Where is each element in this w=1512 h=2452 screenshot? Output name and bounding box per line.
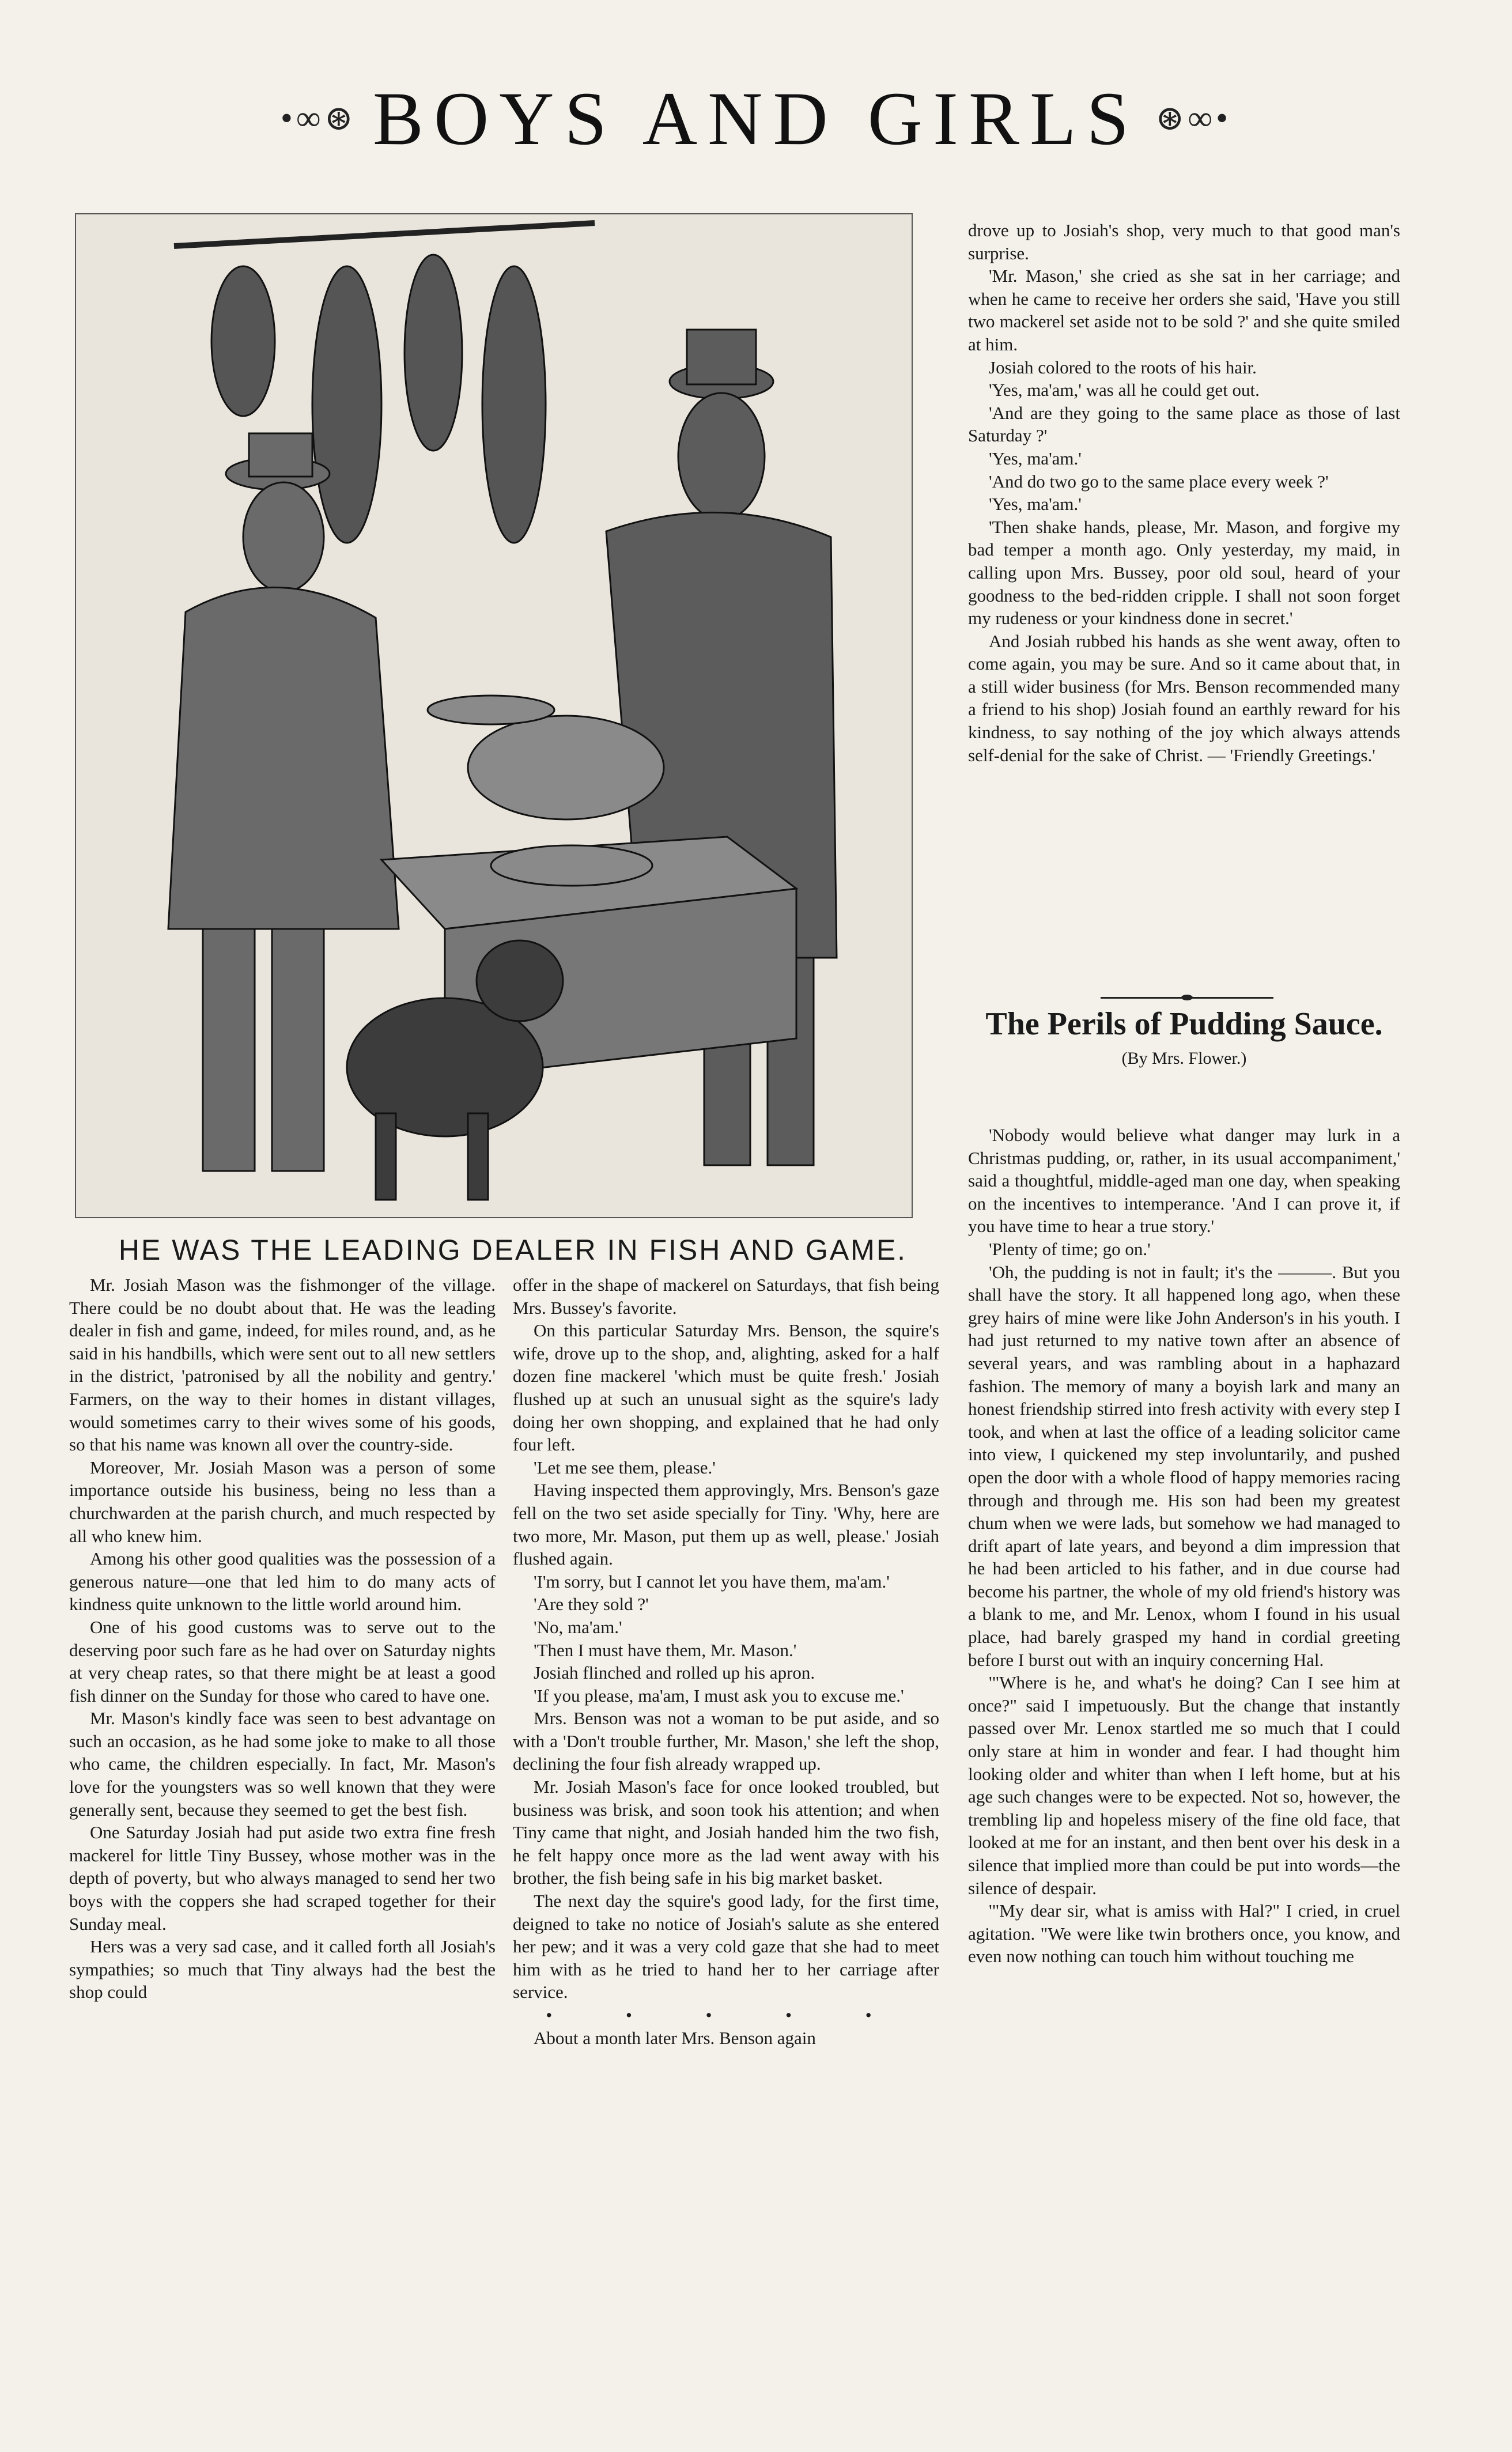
paragraph: 'Yes, ma'am.' bbox=[989, 494, 1082, 515]
paragraph: '"Where is he, and what's he doing? Can I see him at once?" said I impetuously. But the change that instantly passed over Mr. Lenox startled me so much that I could only stare at him in wonder and fear. I had thought him looking older and whiter than when I left home, but at his age such changes were to be expected. Not so, however, the trembling lip and hopeless misery of the fine old face, that looked at me for an instant, and then bent over his desk in a silence that implied more than could be put into words—the silence of despair. bbox=[968, 1672, 1400, 1898]
paragraph: 'Plenty of time; go on.' bbox=[989, 1238, 1151, 1259]
paragraph: 'Are they sold ?' bbox=[534, 1594, 649, 1615]
paragraph: 'If you please, ma'am, I must ask you to excuse me.' bbox=[534, 1685, 904, 1706]
divider-rule bbox=[1101, 997, 1273, 999]
paragraph: 'Yes, ma'am,' was all he could get out. bbox=[989, 380, 1260, 401]
article-title: The Perils of Pudding Sauce. bbox=[985, 1006, 1383, 1042]
paragraph: Mrs. Benson was not a woman to be put aside, and so with a 'Don't trouble further, Mr. Mason,' she left the shop, declining the four fish already wrapped up. bbox=[513, 1708, 939, 1774]
paragraph: drove up to Josiah's shop, very much to that good man's surprise. bbox=[968, 220, 1400, 263]
illustration-caption: HE WAS THE LEADING DEALER IN FISH AND GAME. bbox=[118, 1234, 908, 1266]
section-break: • • • • • bbox=[546, 2005, 906, 2025]
paragraph: 'No, ma'am.' bbox=[534, 1616, 622, 1637]
paragraph: One Saturday Josiah had put aside two extra fine fresh mackerel for little Tiny Bussey, whose mother was in the depth of poverty, but who always managed to send her two boys with the coppers she had scraped together for their Sunday meal. bbox=[69, 1822, 496, 1934]
paragraph: Josiah colored to the roots of his hair. bbox=[989, 357, 1257, 377]
paragraph: Mr. Mason's kindly face was seen to best advantage on such an occasion, as he had some joke to make to all those who came, the children especially. In fact, Mr. Mason's love for the youngsters was so well known that they were generally sent, because they seemed to get the best fish. bbox=[69, 1708, 496, 1820]
paragraph: Having inspected them approvingly, Mrs. Benson's gaze fell on the two set aside specially for Tiny. 'Why, here are two more, Mr. Mason, put them up as well, please.' Josiah flushed again. bbox=[513, 1480, 939, 1569]
story-column-3 bbox=[968, 219, 1400, 988]
masthead bbox=[0, 75, 1512, 161]
paragraph: 'And do two go to the same place every week ?' bbox=[989, 471, 1329, 492]
paragraph: 'Nobody would believe what danger may lurk in a Christmas pudding, or, rather, in its usual accompaniment,' said a thoughtful, middle-aged man one day, when speaking on the incentives to intemperance. 'And I can prove it, if you have time to hear a true story.' bbox=[968, 1125, 1400, 1237]
ornament-left-icon: •∞⊛ bbox=[280, 99, 357, 137]
paragraph: Mr. Josiah Mason's face for once looked troubled, but business was brisk, and soon took his attention; and when Tiny came that night, and Josiah handed him the two fish, he felt happy once more as the lad went away with his brother, the fish being safe in his big market basket. bbox=[513, 1777, 939, 1888]
paragraph: 'I'm sorry, but I cannot let you have them, ma'am.' bbox=[534, 1571, 890, 1592]
paragraph: '"My dear sir, what is amiss with Hal?" I cried, in cruel agitation. "We were like twin brothers once, you know, and even now nothing can touch him without touching me bbox=[968, 1901, 1400, 1967]
ornament-right-icon: ⊛∞• bbox=[1155, 99, 1232, 137]
paragraph: And Josiah rubbed his hands as she went away, often to come again, you may be sure. And so it came about that, in a still wider business (for Mrs. Benson recommended many a friend to his shop) Josiah found an earthly reward for his kindness, to say nothing of the joy which always attends self-denial for the sake of Christ. — 'Friendly Greetings.' bbox=[968, 630, 1400, 765]
paragraph: 'Then I must have them, Mr. Mason.' bbox=[534, 1639, 797, 1660]
paragraph: Moreover, Mr. Josiah Mason was a person of some importance outside his business, being no less than a churchwarden at the parish church, and much respected by all who knew him. bbox=[69, 1457, 496, 1546]
paragraph: Mr. Josiah Mason was the fishmonger of the village. There could be no doubt about that. He was the leading dealer in fish and game, indeed, for miles round, and, as he said in his handbills, which were sent out to all new settlers in the district, 'patronised by all the nobility and gentry.' Farmers, on the way to their homes in distant villages, would sometimes carry to their wives some of his goods, so that his name was known all over the country-side. bbox=[69, 1275, 496, 1455]
paragraph: One of his good customs was to serve out to the deserving poor such fare as he had over on Saturday nights at very cheap rates, so that there might be at least a good fish dinner on the Sunday for those who cared to have one. bbox=[69, 1616, 496, 1706]
story-column-1 bbox=[69, 1274, 496, 2420]
section-title: BOYS AND GIRLS bbox=[372, 75, 1140, 161]
paragraph: 'Let me see them, please.' bbox=[534, 1457, 716, 1478]
paragraph: 'Yes, ma'am.' bbox=[989, 448, 1082, 469]
story-column-2 bbox=[513, 1274, 939, 2420]
paragraph: Hers was a very sad case, and it called forth all Josiah's sympathies; so much that Tiny always had the best the shop could bbox=[69, 1936, 496, 2003]
paragraph: offer in the shape of mackerel on Saturdays, that fish being Mrs. Bussey's favorite. bbox=[513, 1275, 939, 1318]
paragraph: 'And are they going to the same place as those of last Saturday ?' bbox=[968, 402, 1400, 446]
paragraph: Among his other good qualities was the possession of a generous nature—one that led him to do many acts of kindness quite unknown to the little world around him. bbox=[69, 1548, 496, 1615]
paragraph: 'Oh, the pudding is not in fault; it's the ———. But you shall have the story. It all happened long ago, when these grey hairs of mine were like John Anderson's in his youth. I had just returned to my native town after an absence of several years, and was rambling about in a haphazard fashion. The memory of many a boyish lark and many an honest friendship stirred into fresh activity with every step I took, and when at last the office of a leading solicitor came into view, I quickened my step involuntarily, and pushed open the door with a whole flood of happy memories racing through and through me. His son had been my greatest chum when we were lads, but somehow we had managed to drift apart of late years, and beyond a dim impression that he had been articled to his father, and in due course had become his partner, the whole of my old friend's history was a blank to me, and Mr. Lenox, whom I found in his usual place, had barely grasped my hand in cordial greeting before I burst out with an inquiry concerning Hal. bbox=[968, 1261, 1400, 1670]
paragraph: 'Mr. Mason,' she cried as she sat in her carriage; and when he came to receive her orders she said, 'Have you still two mackerel set aside not to be sold ?' and she quite smiled at him. bbox=[968, 266, 1400, 354]
fishmonger-illustration bbox=[75, 213, 913, 1218]
paragraph: 'Then shake hands, please, Mr. Mason, and forgive my bad temper a month ago. Only yesterday, my maid, in calling upon Mrs. Bussey, poor old soul, heard of your goodness to the bed-ridden cripple. I shall not soon forget my rudeness or your kindness done in secret.' bbox=[968, 516, 1400, 629]
paragraph: About a month later Mrs. Benson again bbox=[534, 2027, 816, 2048]
story2-column bbox=[968, 1124, 1400, 2420]
paragraph: On this particular Saturday Mrs. Benson, the squire's wife, drove up to the shop, and, alighting, asked for a half dozen fine mackerel 'which must be quite fresh.' Josiah flushed up at such an unusual sight as the squire's lady doing her own shopping, and explained that he had only four left. bbox=[513, 1320, 939, 1455]
paragraph: Josiah flinched and rolled up his apron. bbox=[534, 1663, 815, 1683]
paragraph: The next day the squire's good lady, for the first time, deigned to take no notice of Josiah's salute as she entered her pew; and it was a very cold gaze that she had to meet him with as he tried to hand her to her carriage after service. bbox=[513, 1891, 939, 2003]
engraving-icon bbox=[76, 214, 912, 1217]
byline: (By Mrs. Flower.) bbox=[1121, 1049, 1247, 1068]
